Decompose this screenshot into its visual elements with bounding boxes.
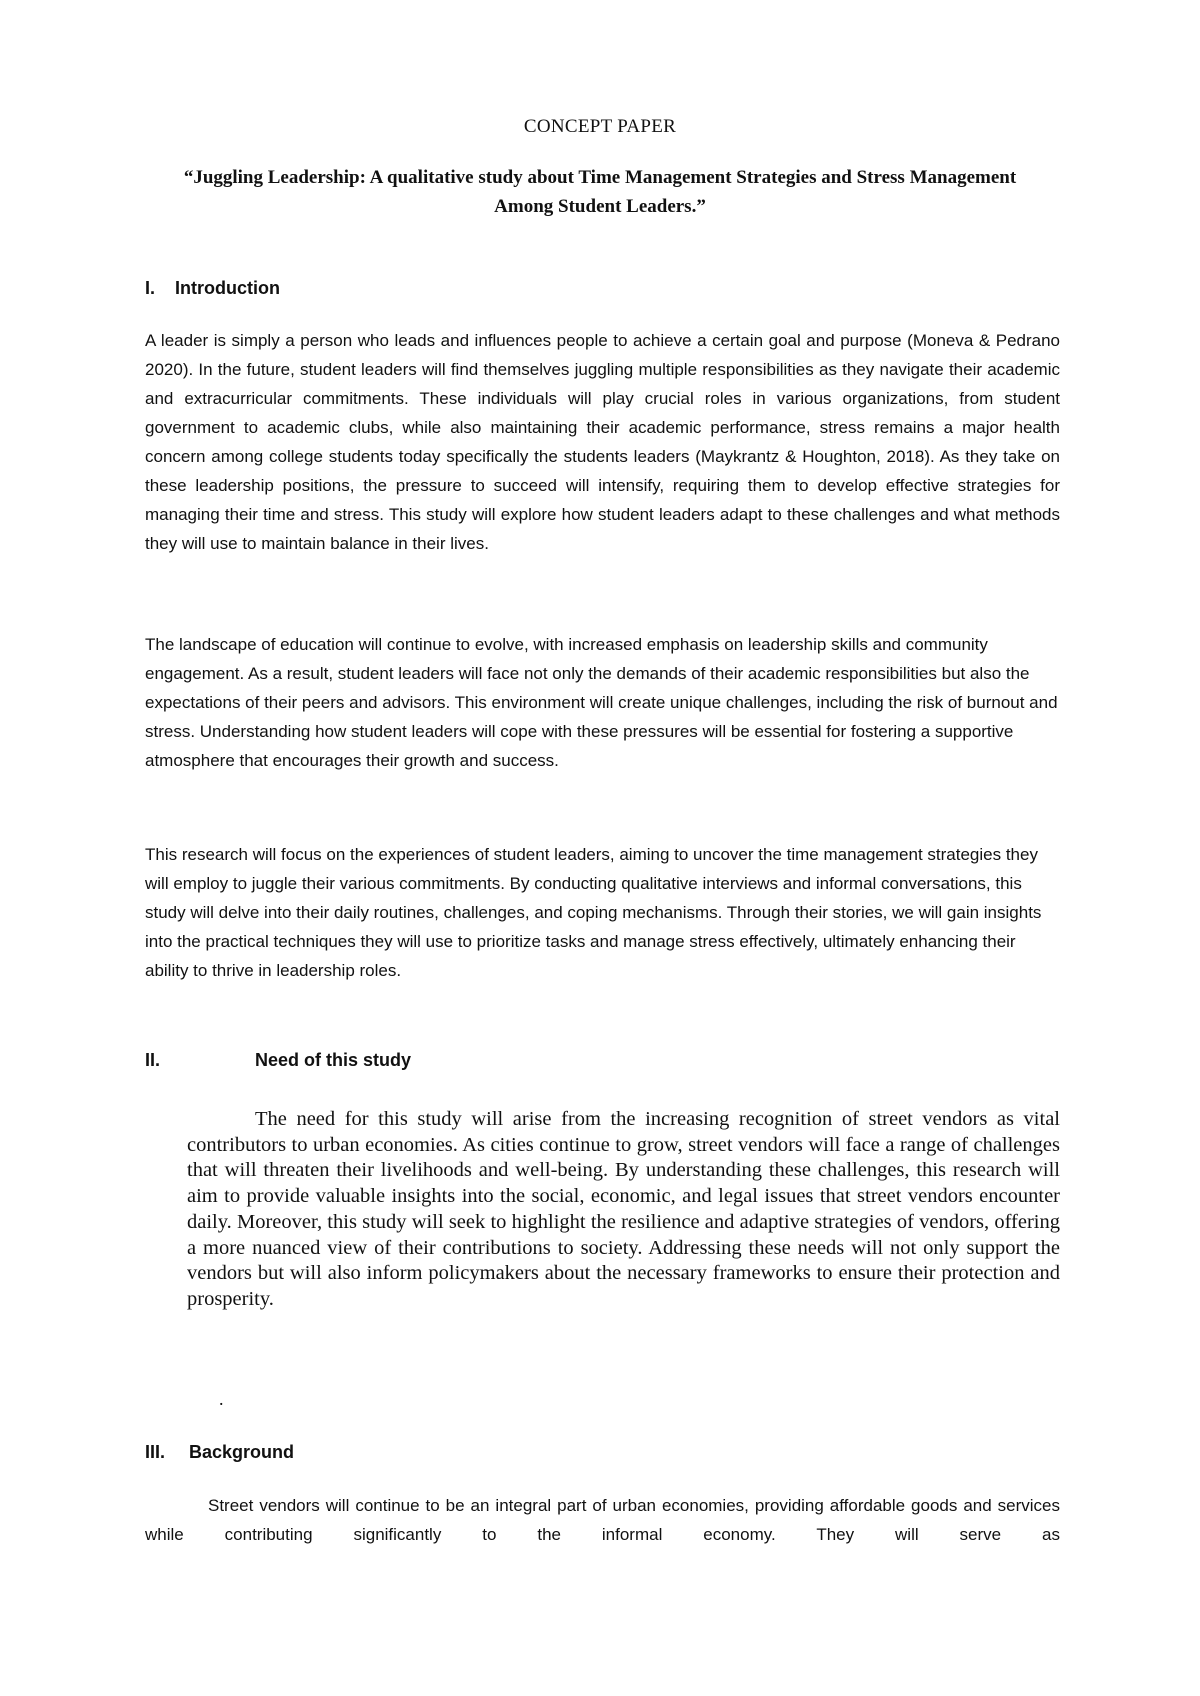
section-number: I. bbox=[145, 278, 156, 298]
document-label: CONCEPT PAPER bbox=[523, 116, 677, 137]
stray-mark: . bbox=[219, 1389, 224, 1409]
section-title: Background bbox=[189, 1442, 295, 1462]
document-title: “Juggling Leadership: A qualitative study about Time Management Strategies and Stress Management Among Student Leaders.” bbox=[183, 167, 1017, 217]
section-heading-need bbox=[145, 1050, 411, 1071]
section-title: Introduction bbox=[175, 278, 280, 298]
section-heading-introduction bbox=[145, 278, 280, 299]
background-paragraph: Street vendors will continue to be an integral part of urban economies, providing affordable goods and services while contributing significantly to the informal economy. They will serve as bbox=[145, 1496, 1060, 1544]
introduction-paragraph-3: This research will focus on the experiences of student leaders, aiming to uncover the time management strategies they will employ to juggle their various commitments. By conducting qualitative interviews and informal conversations, this study will delve into their daily routines, challenges, and coping mechanisms. Through their stories, we will gain insights into the practical techniques they will use to prioritize tasks and manage stress effectively, ultimately enhancing their ability to thrive in leadership roles. bbox=[145, 845, 1042, 980]
section-number: II. bbox=[145, 1050, 161, 1070]
section-title: Need of this study bbox=[255, 1050, 412, 1070]
need-paragraph: The need for this study will arise from the increasing recognition of street vendors as vital contributors to urban economies. As cities continue to grow, street vendors will face a range of challenges that will threaten their livelihoods and well-being. By understanding these challenges, this research will aim to provide valuable insights into the social, economic, and legal issues that street vendors encounter daily. Moreover, this study will seek to highlight the resilience and adaptive strategies of vendors, offering a more nuanced view of their contributions to society. Addressing these needs will not only support the vendors but will also inform policymakers about the necessary frameworks to ensure their protection and prosperity. bbox=[187, 1108, 1060, 1310]
introduction-paragraph-1: A leader is simply a person who leads and influences people to achieve a certain goal and purpose (Moneva & Pedrano 2020). In the future, student leaders will find themselves juggling multiple responsibilities as they navigate their academic and extracurricular commitments. These individuals will play crucial roles in various organizations, from student government to academic clubs, while also maintaining their academic performance, stress remains a major health concern among college students today specifically the students leaders (Maykrantz & Houghton, 2018). As they take on these leadership positions, the pressure to succeed will intensify, requiring them to develop effective strategies for managing their time and stress. This study will explore how student leaders adapt to these challenges and what methods they will use to maintain balance in their lives. bbox=[145, 331, 1060, 553]
section-number: III. bbox=[145, 1442, 166, 1462]
section-heading-background bbox=[145, 1442, 294, 1463]
introduction-paragraph-2: The landscape of education will continue to evolve, with increased emphasis on leadership skills and community engagement. As a result, student leaders will face not only the demands of their academic responsibilities but also the expectations of their peers and advisors. This environment will create unique challenges, including the risk of burnout and stress. Understanding how student leaders will cope with these pressures will be essential for fostering a supportive atmosphere that encourages their growth and success. bbox=[145, 635, 1058, 770]
